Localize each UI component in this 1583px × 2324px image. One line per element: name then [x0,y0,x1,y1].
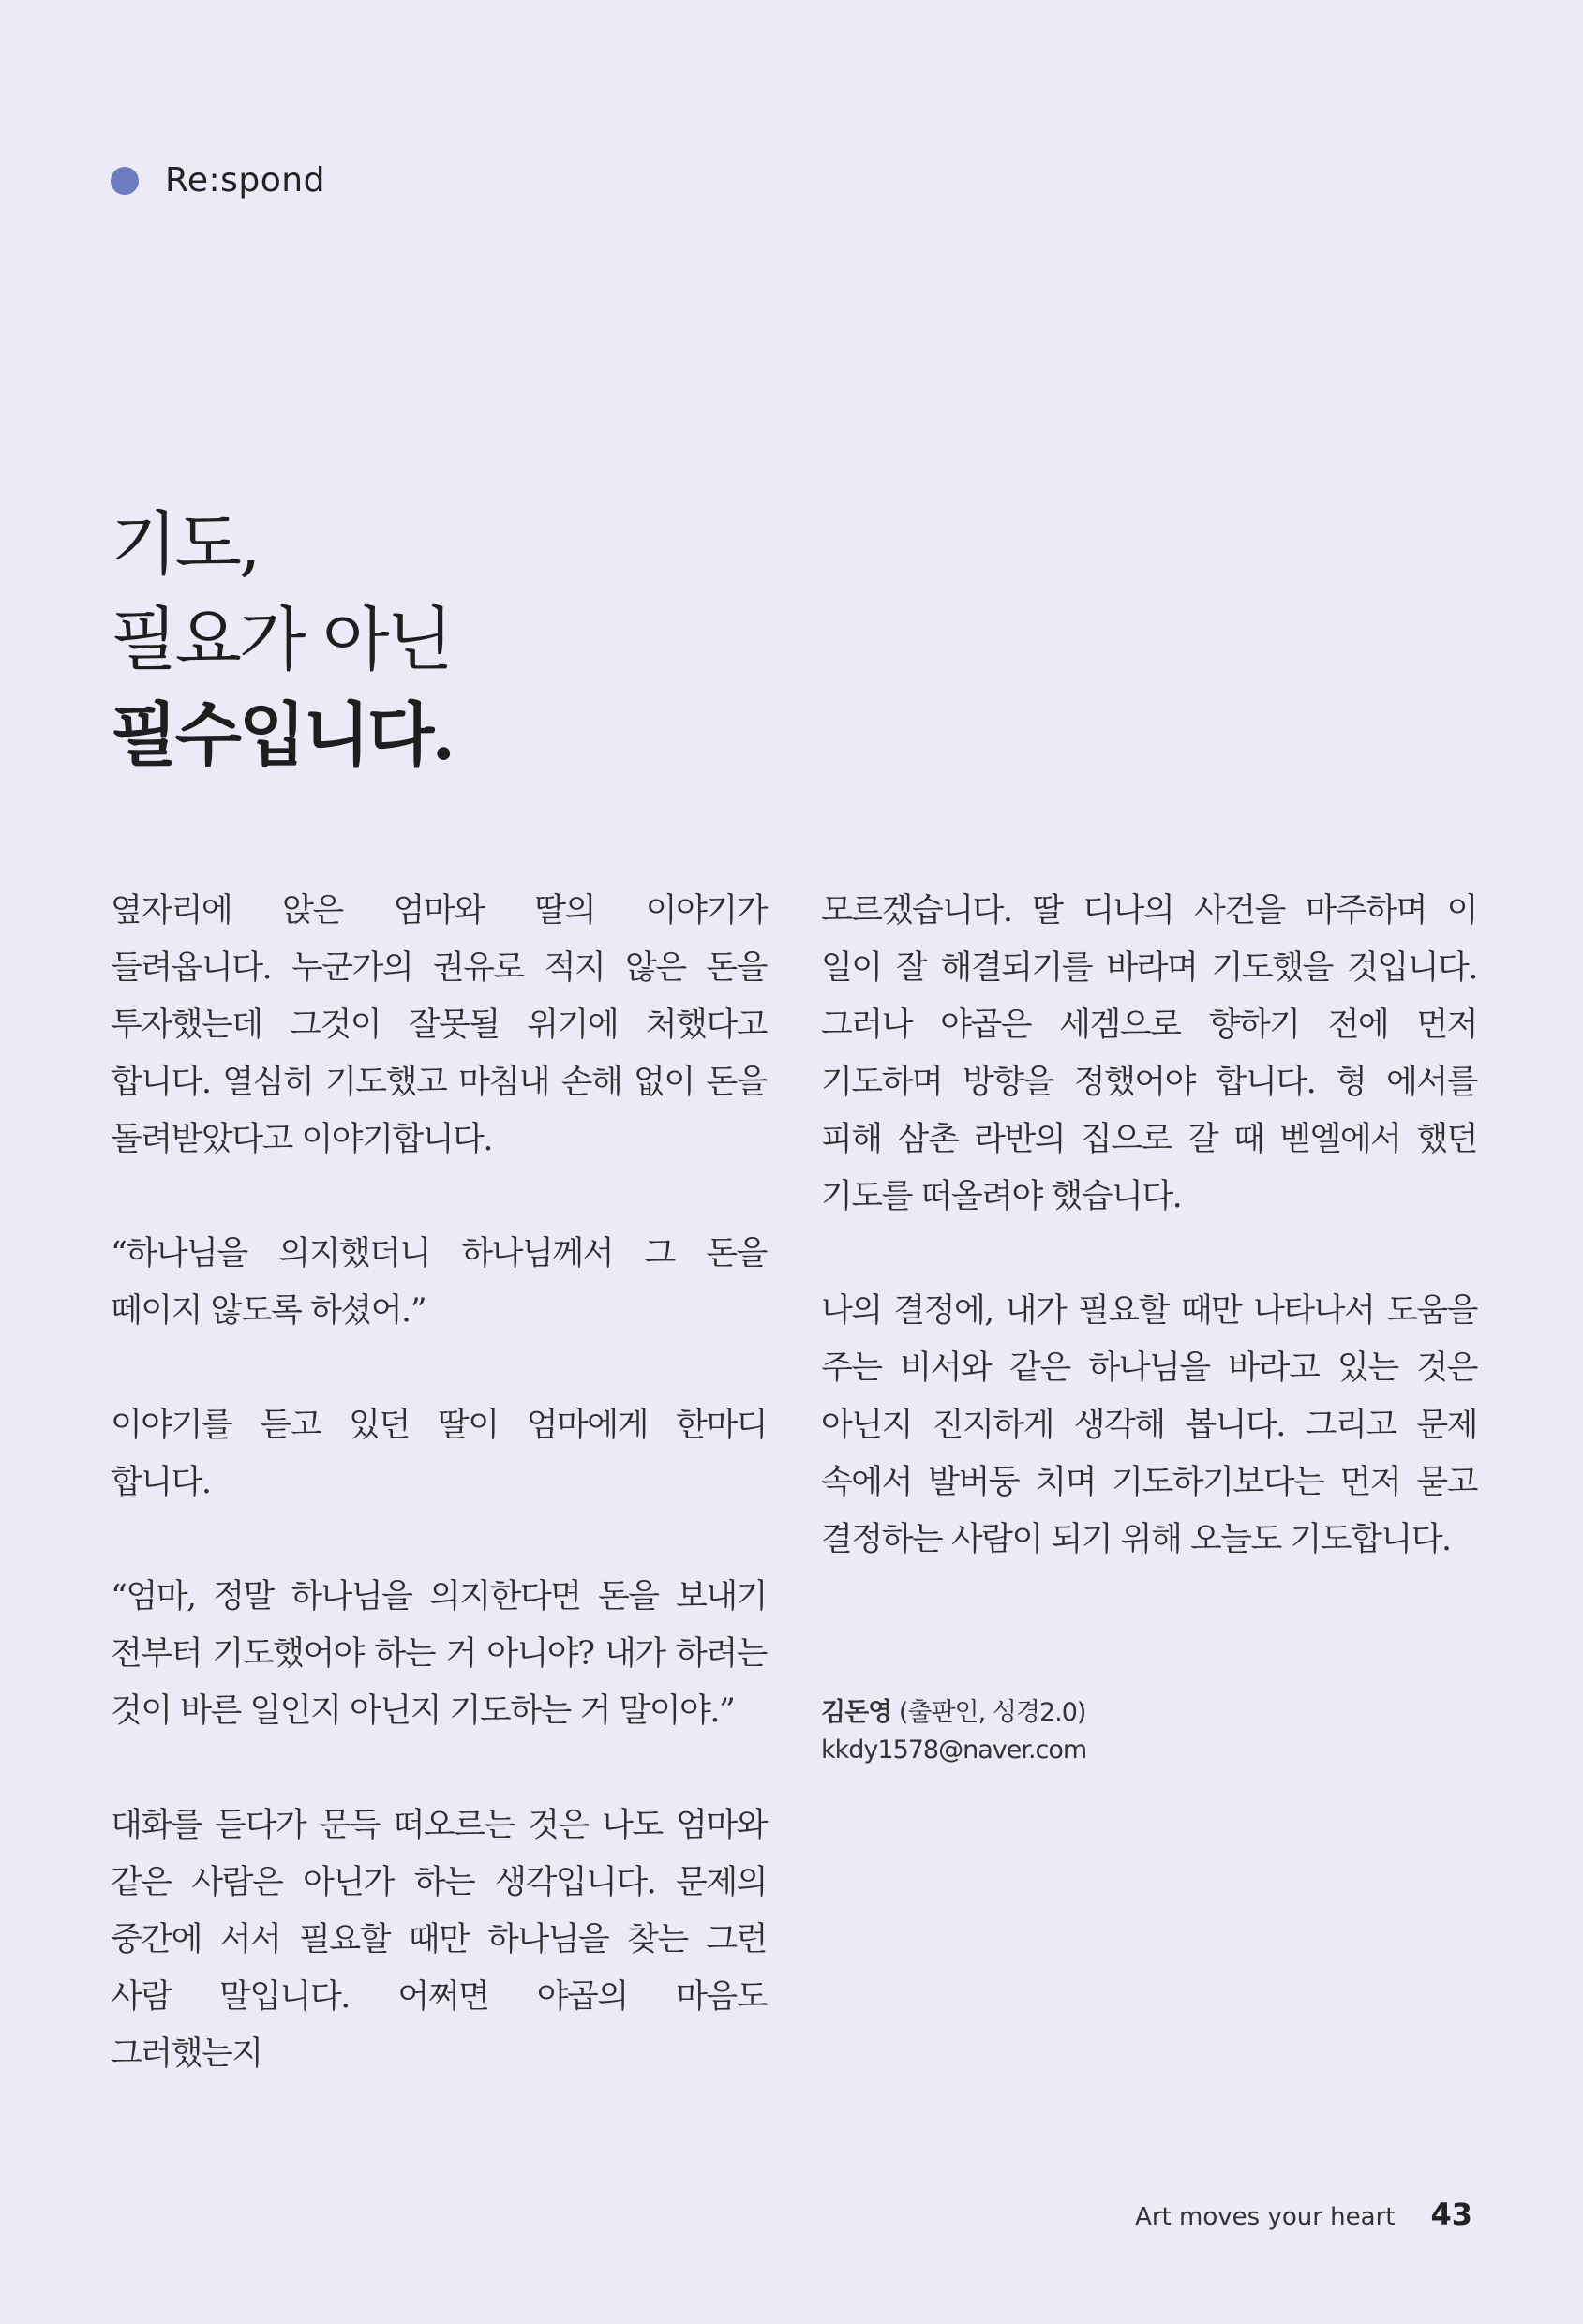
paragraph: 모르겠습니다. 딸 디나의 사건을 마주하며 이 일이 잘 해결되기를 바라며 기도했을 것입니다. 그러나 야곱은 세겜으로 향하기 전에 먼저 기도하며 방향을 정했어야 합니다. 형 에서를 피해 삼촌 라반의 집으로 갈 때 벧엘에서 했던 기도를 떠올려야 했습니다. [821,892,1477,1215]
paragraph: 옆자리에 앉은 엄마와 딸의 이야기가 들려옵니다. 누군가의 권유로 적지 않은 돈을 투자했는데 그것이 잘못될 위기에 처했다고 합니다. 열심히 기도했고 마침내 손해 없이 돈을 돌려받았다고 이야기합니다. [111,892,767,1158]
title-line-2: 필요가 아닌 [111,600,451,680]
title-line-1: 기도, [111,504,259,585]
author-role: (출판인, 성경2.0) [898,1698,1086,1727]
article-title [111,497,453,783]
section-dot-icon [111,167,139,195]
author-name: 김돈영 [821,1698,892,1727]
section-label [111,161,325,200]
title-line-3: 필수입니다. [111,695,454,776]
body-column-left [111,883,767,2140]
section-name: Re:spond [165,161,325,200]
paragraph: 대화를 듣다가 문득 떠오르는 것은 나도 엄마와 같은 사람은 아닌가 하는 생각입니다. 문제의 중간에 서서 필요할 때만 하나님을 찾는 그런 사람 말입니다. 어쩌면 야곱의 마음도 그러했는지 [111,1807,767,2073]
author-email: kkdy1578@naver.com [821,1736,1087,1765]
quote-paragraph: “엄마, 정말 하나님을 의지한다면 돈을 보내기 전부터 기도했어야 하는 거 아니야? 내가 하려는 것이 바른 일인지 아닌지 기도하는 거 말이야.” [111,1578,767,1730]
author-credit [821,1694,1086,1769]
page-number: 43 [1430,2197,1472,2232]
paragraph: 나의 결정에, 내가 필요할 때만 나타나서 도움을 주는 비서와 같은 하나님을 바라고 있는 것은 아닌지 진지하게 생각해 봅니다. 그리고 문제 속에서 발버둥 치며 기도하기보다는 먼저 묻고 결정하는 사람이 되기 위해 오늘도 기도합니다. [821,1292,1477,1558]
page-footer [1135,2197,1472,2232]
footer-tagline: Art moves your heart [1135,2203,1396,2231]
quote-paragraph: “하나님을 의지했더니 하나님께서 그 돈을 떼이지 않도록 하셨어.” [111,1235,767,1330]
author-line [821,1694,1086,1732]
body-column-right [821,883,1477,1626]
paragraph: 이야기를 듣고 있던 딸이 엄마에게 한마디 합니다. [111,1407,767,1501]
